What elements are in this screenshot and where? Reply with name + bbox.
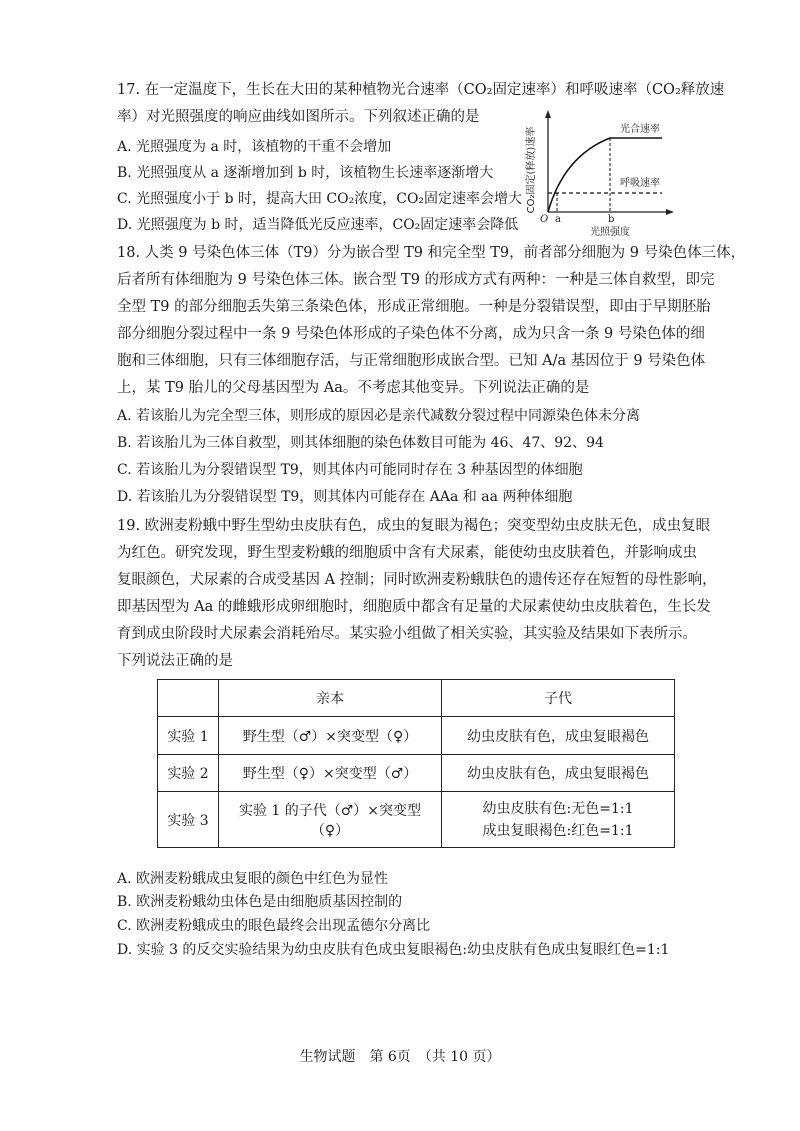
- q18-stem-line-6: 上，某 T9 胎儿的父母基因型为 Aa。不考虑其他变异。下列说法正确的是: [117, 380, 590, 396]
- page-footer: 生物试题 第 6页 （共 10 页）: [299, 1049, 501, 1065]
- q18-stem-line-4: 部分细胞分裂过程中一条 9 号染色体形成的子染色体不分离，成为只含一条 9 号染色体的细: [117, 326, 705, 342]
- curve-label-photosynthesis: 光合速率: [620, 124, 660, 135]
- row-1-offspring: 幼虫皮肤有色，成虫复眼褐色: [442, 717, 675, 755]
- q19-stem-line-2: 为红色。研究发现，野生型麦粉蛾的细胞质中含有犬尿素，能使幼虫皮肤着色，并影响成虫: [117, 545, 697, 561]
- q17-option-b: B. 光照强度从 a 逐渐增加到 b 时，该植物生长速率逐渐增大: [117, 165, 494, 181]
- q19-stem-line-6: 下列说法正确的是: [117, 653, 233, 669]
- figure-x-arrow: [666, 209, 674, 215]
- q18-stem-line-1: 18. 人类 9 号染色体三体（T9）分为嵌合型 T9 和完全型 T9，前者部分细胞为 9 号染色体三体，: [117, 245, 746, 261]
- q17-option-c: C. 光照强度小于 b 时，提高大田 CO₂浓度，CO₂固定速率会增大: [117, 191, 523, 207]
- row-3-name: 实验 3: [158, 792, 219, 848]
- row-3-offspring: [442, 792, 675, 848]
- table-header-parent: 亲本: [219, 680, 442, 717]
- q17-stem-line-2: 率）对光照强度的响应曲线如图所示。下列叙述正确的是: [117, 109, 480, 125]
- figure-y-label: CO₂固定(释放)速率: [526, 126, 537, 214]
- photosynthesis-curve: [548, 138, 662, 212]
- q17-option-a: A. 光照强度为 a 时，该植物的干重不会增加: [117, 139, 392, 155]
- q17-stem-line-1: 17. 在一定温度下，生长在大田的某种植物光合速率（CO₂固定速率）和呼吸速率（CO₂释放速: [117, 82, 725, 98]
- figure-y-arrow: [545, 110, 551, 118]
- origin-label: O: [540, 214, 549, 225]
- q18-option-a: A. 若该胎儿为完全型三体，则形成的原因必是亲代减数分裂过程中同源染色体未分离: [117, 408, 641, 424]
- q17-option-d: D. 光照强度为 b 时，适当降低光反应速率，CO₂固定速率会降低: [117, 217, 519, 233]
- row-2-name: 实验 2: [158, 755, 219, 792]
- table-row: [158, 792, 675, 848]
- q19-option-c: C. 欧洲麦粉蛾成虫的眼色最终会出现孟德尔分离比: [117, 918, 431, 934]
- q18-option-d: D. 若该胎儿为分裂错误型 T9，则其体内可能存在 AAa 和 aa 两种体细胞: [117, 489, 573, 505]
- tick-a-label: a: [555, 214, 561, 225]
- row-2-offspring: 幼虫皮肤有色，成虫复眼褐色: [442, 755, 675, 792]
- table-header-offspring: 子代: [442, 680, 675, 717]
- row-1-name: 实验 1: [158, 717, 219, 755]
- table-header-blank: [158, 680, 219, 717]
- q19-stem-line-4: 即基因型为 Aa 的雌蛾形成卵细胞时，细胞质中都含有足量的犬尿素使幼虫皮肤着色，生长发: [117, 599, 711, 615]
- q18-option-b: B. 若该胎儿为三体自救型，则其体细胞的染色体数目可能为 46、47、92、94: [117, 435, 604, 451]
- q19-stem-line-1: 19. 欧洲麦粉蛾中野生型幼虫皮肤有色，成虫的复眼为褐色；突变型幼虫皮肤无色，成虫复眼: [117, 518, 711, 534]
- q19-option-d: D. 实验 3 的反交实验结果为幼虫皮肤有色成虫复眼褐色:幼虫皮肤有色成虫复眼红色=1:1: [117, 942, 670, 958]
- experiment-table: [157, 679, 675, 848]
- q18-stem-line-3: 全型 T9 的部分细胞丢失第三条染色体，形成正常细胞。一种是分裂错误型，即由于早期胚胎: [117, 299, 711, 315]
- q18-stem-line-2: 后者所有体细胞为 9 号染色体三体。嵌合型 T9 的形成方式有两种：一种是三体自救型，即完: [117, 272, 715, 288]
- tick-b-label: b: [608, 214, 615, 225]
- rate-light-curve-figure: [524, 108, 676, 238]
- q18-option-c: C. 若该胎儿为分裂错误型 T9，则其体内可能同时存在 3 种基因型的体细胞: [117, 462, 583, 478]
- q18-stem-line-5: 胞和三体细胞，只有三体细胞存活，与正常细胞形成嵌合型。已知 A/a 基因位于 9 号染色体: [117, 353, 706, 369]
- table-header-row: [158, 680, 675, 717]
- q19-stem-line-5: 育到成虫阶段时犬尿素会消耗殆尽。某实验小组做了相关实验，其实验及结果如下表所示。: [117, 626, 697, 642]
- q19-option-b: B. 欧洲麦粉蛾幼虫体色是由细胞质基因控制的: [117, 894, 403, 910]
- q19-option-a: A. 欧洲麦粉蛾成虫复眼的颜色中红色为显性: [117, 871, 389, 887]
- figure-x-label: 光照强度: [590, 227, 630, 238]
- row-3-offspring-line-2: 成虫复眼褐色:红色=1:1: [482, 822, 634, 839]
- row-2-parent: 野生型（♀）×突变型（♂）: [219, 755, 442, 792]
- table-row: [158, 717, 675, 755]
- q19-stem-line-3: 复眼颜色，犬尿素的合成受基因 A 控制；同时欧洲麦粉蛾肤色的遗传还存在短暂的母性影响，: [117, 572, 717, 588]
- curve-label-respiration: 呼吸速率: [620, 178, 660, 189]
- row-3-parent: 实验 1 的子代（♂）×突变型（♀）: [219, 792, 442, 848]
- row-3-offspring-line-1: 幼虫皮肤有色:无色=1:1: [482, 800, 634, 817]
- row-1-parent: 野生型（♂）×突变型（♀）: [219, 717, 442, 755]
- table-row: [158, 755, 675, 792]
